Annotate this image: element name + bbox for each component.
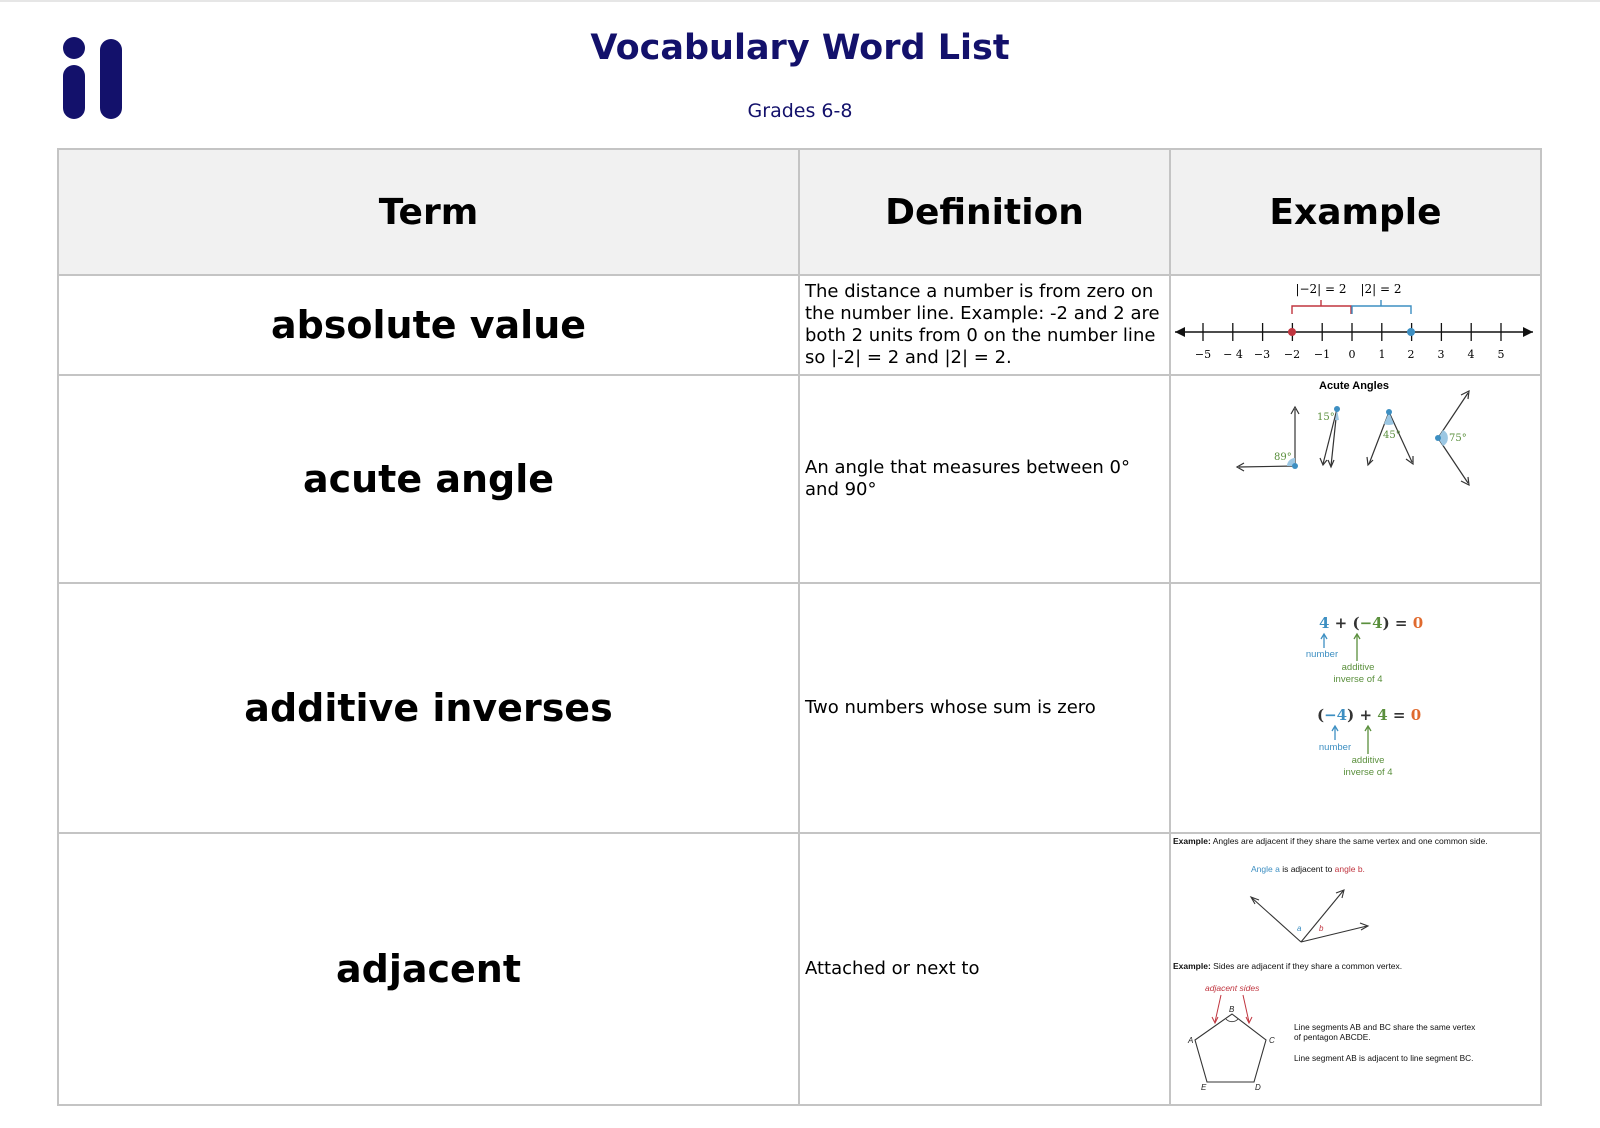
angle-caption: Angle a is adjacent to angle b. <box>1251 864 1365 874</box>
angle-b-label: b <box>1319 924 1324 933</box>
page-title: Vocabulary Word List <box>590 28 1010 68</box>
vertex-label: B <box>1229 1005 1235 1014</box>
example-cell <box>1170 833 1541 1105</box>
vertex-label: E <box>1201 1083 1207 1092</box>
point-2 <box>1407 328 1415 336</box>
table-row <box>58 375 1541 583</box>
vertex-label: A <box>1188 1036 1194 1045</box>
abs-label-right: |2| = 2 <box>1360 282 1402 296</box>
pentagon <box>1195 1014 1266 1082</box>
label-number: number <box>1318 742 1352 753</box>
note-line: Line segments AB and BC share the same vertex <box>1294 1022 1476 1032</box>
table-row <box>58 275 1541 375</box>
angle-label-45: 45° <box>1383 430 1401 441</box>
term-cell: additive inverses <box>58 583 799 833</box>
header-definition: Definition <box>799 149 1170 275</box>
example-2-text: Example: Sides are adjacent if they share a common vertex. <box>1173 961 1403 971</box>
abs-label-left: |−2| = 2 <box>1295 282 1347 296</box>
brace-left <box>1292 300 1351 314</box>
example-cell <box>1170 583 1541 833</box>
vocabulary-table <box>57 148 1542 1106</box>
top-border <box>0 0 1600 2</box>
definition-cell: Two numbers whose sum is zero <box>799 583 1170 833</box>
tick-label: 1 <box>1378 348 1386 361</box>
term-cell: absolute value <box>58 275 799 375</box>
adjacent-sides-label: adjacent sides <box>1205 983 1260 993</box>
number-line-diagram <box>1171 276 1538 374</box>
point-neg-2 <box>1288 328 1296 336</box>
vertex-label: D <box>1255 1083 1261 1092</box>
example-cell <box>1170 275 1541 375</box>
tick-label: −3 <box>1253 348 1271 361</box>
acute-angles-diagram <box>1171 376 1538 582</box>
table-header-row <box>58 149 1541 275</box>
header-example: Example <box>1170 149 1541 275</box>
axis-arrow-left <box>1175 327 1185 337</box>
definition-cell: Attached or next to <box>799 833 1170 1105</box>
table-row <box>58 833 1541 1105</box>
label-additive: additive <box>1341 662 1375 673</box>
definition-cell: The distance a number is from zero on the number line. Example: -2 and 2 are both 2 units from 0 on the number line so |-2| = 2 and |2| = 2. <box>799 275 1170 375</box>
tick-label: 5 <box>1497 348 1505 361</box>
note-line: Line segment AB is adjacent to line segment BC. <box>1294 1053 1474 1063</box>
tick-label: 0 <box>1348 348 1356 361</box>
label-number: number <box>1305 649 1339 660</box>
angle-label-89: 89° <box>1274 452 1292 463</box>
note-line: of pentagon ABCDE. <box>1294 1032 1371 1042</box>
example-1-text: Example: Angles are adjacent if they share the same vertex and one common side. <box>1173 836 1488 846</box>
label-inverse: inverse of 4 <box>1343 767 1393 778</box>
term-cell: adjacent <box>58 833 799 1105</box>
angle-label-75: 75° <box>1449 433 1467 444</box>
tick-label: 2 <box>1407 348 1415 361</box>
tick-label: − 4 <box>1223 348 1243 361</box>
tick-label: −5 <box>1194 348 1212 361</box>
label-inverse: inverse of 4 <box>1333 674 1383 685</box>
tick-label: −1 <box>1313 348 1331 361</box>
label-additive: additive <box>1351 755 1385 766</box>
acute-title: Acute Angles <box>1319 380 1389 392</box>
tick-label: 4 <box>1467 348 1475 361</box>
angle-a-label: a <box>1297 924 1302 933</box>
additive-inverse-diagram <box>1171 584 1538 832</box>
axis-arrow-right <box>1523 327 1533 337</box>
adjacent-diagram <box>1171 834 1538 1104</box>
table-row <box>58 583 1541 833</box>
vertex-label: C <box>1269 1036 1275 1045</box>
example-cell <box>1170 375 1541 583</box>
definition-cell: An angle that measures between 0° and 90° <box>799 375 1170 583</box>
brace-right <box>1352 300 1411 314</box>
header-term: Term <box>58 149 799 275</box>
angle-label-15: 15° <box>1317 412 1335 423</box>
equation-2: (−4) + 4 = 0 <box>1317 706 1422 724</box>
tick-label: −2 <box>1283 348 1301 361</box>
equation-1: 4 + (−4) = 0 <box>1319 614 1424 632</box>
tick-label: 3 <box>1437 348 1445 361</box>
term-cell: acute angle <box>58 375 799 583</box>
page-subtitle: Grades 6-8 <box>747 100 853 122</box>
